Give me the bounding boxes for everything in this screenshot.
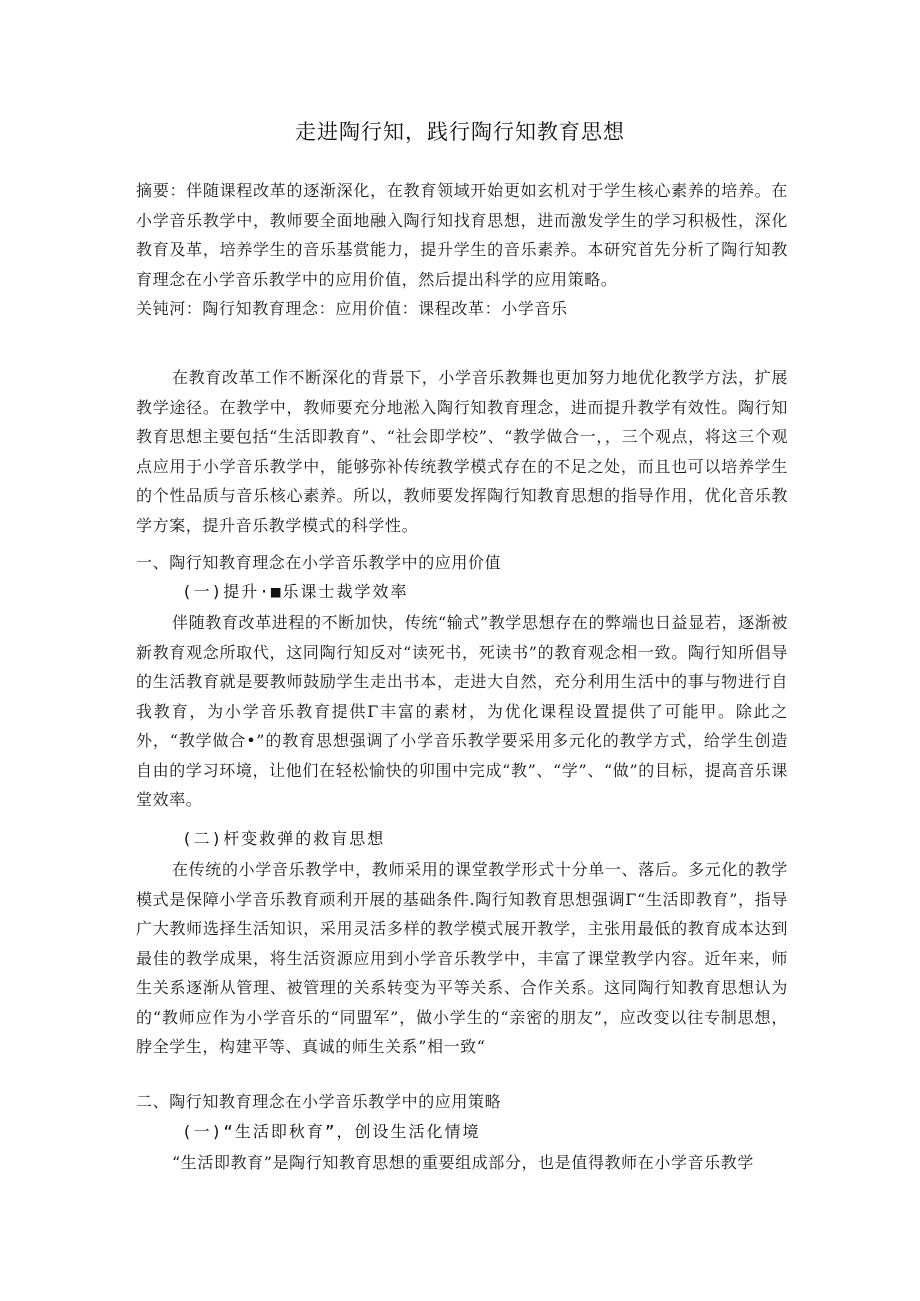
section2-sub1-paragraph: “生活即教育”是陶行知教育思想的重要组成部分，也是值得教师在小学音乐教学 [172,1153,754,1172]
section1-sub1-paragraph: 伴随教育改革进程的不断加快，传统“输式”教学思想存在的弊端也日益显若，逐渐被新教育观念所取代，这同陶行知反对“读死书，死读书”的教育观念相一致。陶行知所倡导的生活教育就是要教师鼓励学生走出书本，走进大自然，充分利用生活中的事与物进行自我教育，为小学音乐教育提供Γ丰富的素材，为优化课程设置提供了可能甲。除此之外，“教学做合•”的教育思想强调了小学音乐教学要采用多元化的教学方式，给学生创造自由的学习环境，让他们在轻松愉快的卯围中完成“教”、“学”、“做”的目标，提高音乐课堂效率。 [136,613,788,809]
section1-sub2-block [136,855,788,1062]
intro-block [136,363,788,540]
section1-heading: 一、陶行知教育理念在小学音乐教学中的应用价值 [136,553,502,572]
section1-sub2-heading: (二)杆变救弹的救肓思想 [182,829,386,848]
section2-sub1-heading: (一)“生活即秋育”，创设生活化情境 [182,1122,481,1141]
document-title: 走进陶行知，践行陶行知教育思想 [295,120,625,144]
section1-sub1-block [136,608,788,815]
abstract-paragraph: 摘要：伴随课程改革的逐渐深化，在教育领域开始更如玄机对于学生核心素养的培养。在小学音乐教学中，教师要全面地融入陶行知找育思想，进而激发学生的学习积极性，深化教育及革，培养学生的音乐基赏能力，提升学生的音乐素养。本研究首先分析了陶行知教育理念在小学音乐教学中的应用价值，然后提出科学的应用策略。 [136,181,788,289]
section2-sub1-block [136,1148,788,1178]
section1-sub1-heading: (一)提升·■乐课士裁学效率 [182,582,409,601]
intro-paragraph: 在教育改革工作不断深化的背景下，小学音乐教舞也更加努力地优化教学方法，扩展教学途径。在教学中，教师要充分地淞入陶行知教育理念，进而提升教学有效性。陶行知教育思想主要包括“生活即教育”、“社会即学校”、“教学做合一，，三个观点，将这三个观点应用于小学音乐教学中，能够弥补传统教学模式存在的不足之处，而且也可以培养学生的个性品质与音乐核心素养。所以，教师要发挥陶行知教育思想的指导作用，优化音乐教学方案，提升音乐教学模式的科学性。 [136,368,788,535]
section2-heading: 二、陶行知教育理念在小学音乐教学中的应用策略 [136,1092,502,1111]
abstract-block [136,176,788,324]
section1-sub2-paragraph: 在传统的小学音乐教学中，教师采用的课堂教学形式十分单一、落后。多元化的教学模式是保障小学音乐教育顽利开展的基础条件.陶行知教育思想强调Γ“生活即教育”，指导广大教师选择生活知识，采用灵活多样的教学模式展开教学，主张用最低的教育成本达到最佳的教学成果，将生活资源应用到小学音乐教学中，丰富了课堂教学内容。近年来，师生关系逐渐从管理、被管理的关系转变为平等关系、合作关系。这同陶行知教育思想认为的“教师应作为小学音乐的“同盟军”，做小学生的“亲密的朋友”，应改变以往专制思想，脖全学生，构建平等、真诚的师生关系”相一致“ [136,860,788,1056]
keywords-line: 关钝河：陶行知教育理念：应用价值：课程改革：小学音乐 [136,299,568,318]
